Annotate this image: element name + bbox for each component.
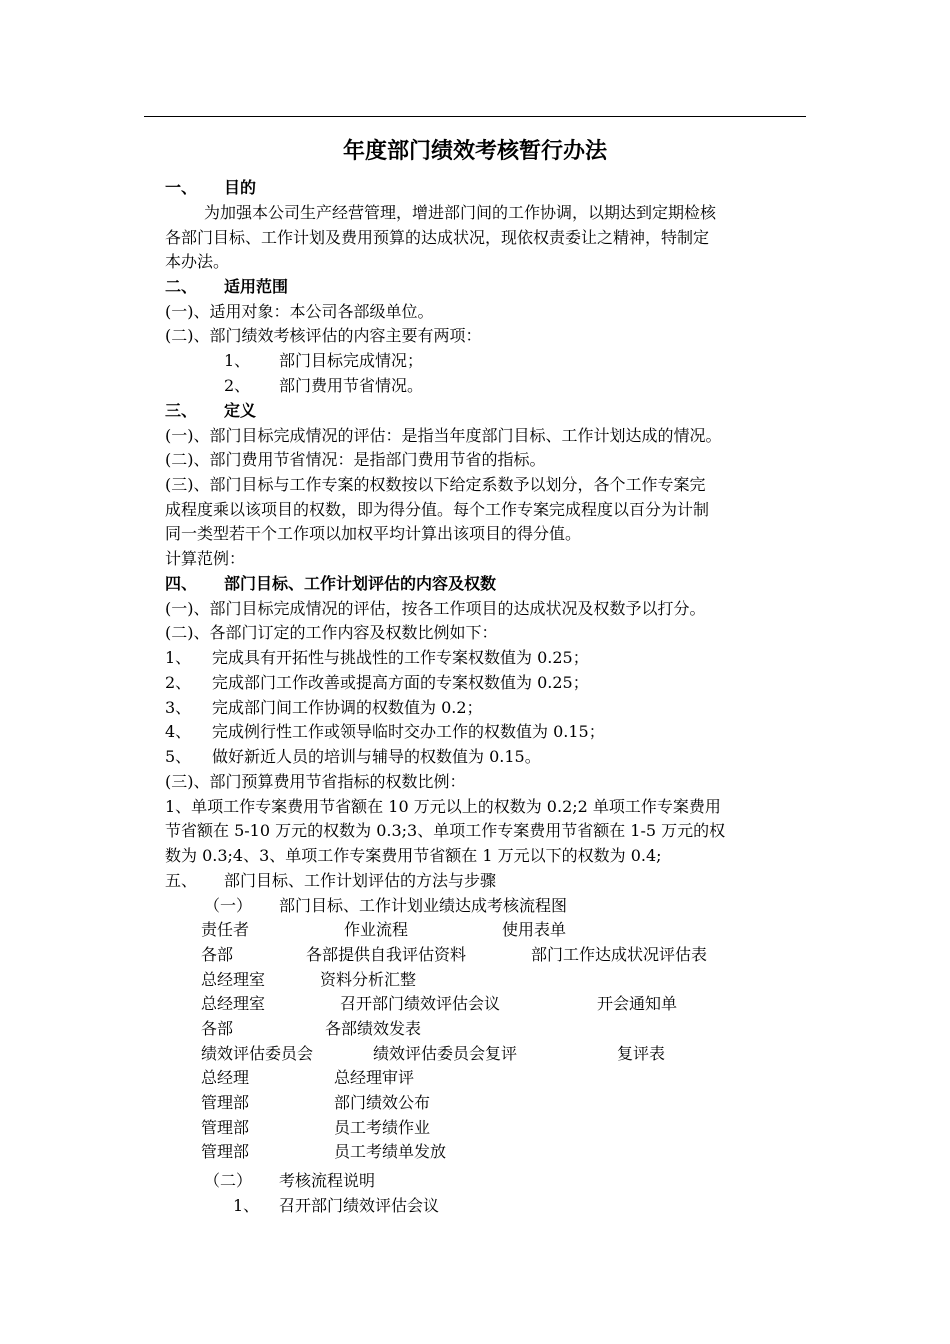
- item-text: 召开部门绩效评估会议: [279, 1196, 440, 1215]
- paragraph-line: 本办法。: [165, 252, 230, 271]
- section-title: 目的: [224, 178, 257, 197]
- flow-header-row: [201, 918, 567, 942]
- item-text: 完成部门间工作协调的权数值为 0.2；: [212, 698, 483, 717]
- paragraph-line: (三)、部门目标与工作专案的权数按以下给定系数予以划分，各个工作专案完: [165, 475, 706, 494]
- flow-role: 各部: [201, 945, 234, 964]
- paragraph-line: 同一类型若干个工作项以加权平均计算出该项目的得分值。: [165, 524, 582, 543]
- subsection-heading: [204, 894, 568, 918]
- flow-step: 员工考绩单发放: [334, 1142, 447, 1161]
- sub-list-item: [233, 1194, 440, 1218]
- document-title: 年度部门绩效考核暂行办法: [342, 139, 607, 164]
- sub-list-item: [224, 374, 424, 398]
- section-number: 三、: [165, 401, 198, 420]
- paragraph-line: 各部门目标、工作计划及费用预算的达成状况，现依权责委让之精神，特制定: [165, 228, 710, 247]
- section-5-heading: [165, 869, 497, 893]
- item-text: 完成部门工作改善或提高方面的专案权数值为 0.25；: [212, 673, 589, 692]
- flow-step: 总经理审评: [334, 1068, 415, 1087]
- flow-step: 资料分析汇整: [320, 970, 417, 989]
- section-2-heading: [165, 275, 289, 299]
- flow-row: [201, 992, 678, 1016]
- flow-role: 总经理室: [201, 994, 266, 1013]
- weight-item: [165, 720, 605, 744]
- flow-form: 开会通知单: [597, 994, 678, 1013]
- item-text: 部门费用节省情况。: [279, 376, 424, 395]
- item-text: 做好新近人员的培训与辅导的权数值为 0.15。: [212, 747, 541, 766]
- section-1-heading: [165, 176, 257, 200]
- flow-role: 总经理: [201, 1068, 250, 1087]
- list-item: (一)、适用对象：本公司各部级单位。: [165, 302, 434, 321]
- paragraph-line: (三)、部门预算费用节省指标的权数比例：: [165, 772, 466, 791]
- flow-role: 各部: [201, 1019, 234, 1038]
- paragraph-line: 数为 0.3;4、3、单项工作专案费用节省额在 1 万元以下的权数为 0.4;: [165, 846, 662, 865]
- subsection-title: 部门目标、工作计划业绩达成考核流程图: [279, 896, 568, 915]
- paragraph-line: (二)、部门费用节省情况：是指部门费用节省的指标。: [165, 450, 546, 469]
- flow-step: 绩效评估委员会复评: [373, 1044, 518, 1063]
- flow-role: 管理部: [201, 1118, 250, 1137]
- flow-role: 管理部: [201, 1093, 250, 1112]
- flow-form: 复评表: [617, 1044, 666, 1063]
- section-number: 一、: [165, 178, 198, 197]
- item-number: 2、: [224, 376, 251, 395]
- item-number: 3、: [165, 698, 192, 717]
- flow-row: [201, 1140, 447, 1164]
- item-text: 完成具有开拓性与挑战性的工作专案权数值为 0.25；: [212, 648, 589, 667]
- header-rule: [144, 116, 806, 117]
- item-number: 1、: [233, 1196, 260, 1215]
- flow-role: 责任者: [201, 920, 250, 939]
- flow-role: 总经理室: [201, 970, 266, 989]
- flow-row: [201, 1116, 431, 1140]
- flow-step: 部门绩效公布: [334, 1093, 431, 1112]
- flow-step: 各部提供自我评估资料: [306, 945, 467, 964]
- flow-row: [201, 968, 417, 992]
- subsection-title: 考核流程说明: [279, 1171, 376, 1190]
- list-item: (二)、部门绩效考核评估的内容主要有两项：: [165, 326, 482, 345]
- item-number: 2、: [165, 673, 192, 692]
- subsection-number: （二）: [204, 1171, 253, 1190]
- flow-step: 各部绩效发表: [325, 1019, 422, 1038]
- paragraph-line: (一)、部门目标完成情况的评估：是指当年度部门目标、工作计划达成的情况。: [165, 426, 722, 445]
- flow-row: [201, 943, 708, 967]
- weight-item: [165, 646, 589, 670]
- paragraph-line: 1、单项工作专案费用节省额在 10 万元以上的权数为 0.2;2 单项工作专案费用: [165, 797, 721, 816]
- section-title: 部门目标、工作计划评估的方法与步骤: [224, 871, 497, 890]
- flow-role: 管理部: [201, 1142, 250, 1161]
- paragraph-line: 计算范例：: [165, 549, 246, 568]
- item-text: 完成例行性工作或领导临时交办工作的权数值为 0.15；: [212, 722, 605, 741]
- section-title: 定义: [224, 401, 257, 420]
- flow-row: [201, 1066, 415, 1090]
- section-number: 二、: [165, 277, 198, 296]
- flow-form: 使用表单: [502, 920, 567, 939]
- section-number: 四、: [165, 574, 198, 593]
- weight-item: [165, 745, 541, 769]
- section-title: 部门目标、工作计划评估的内容及权数: [224, 574, 497, 593]
- paragraph-line: (一)、部门目标完成情况的评估，按各工作项目的达成状况及权数予以打分。: [165, 599, 706, 618]
- paragraph-line: (二)、各部门订定的工作内容及权数比例如下：: [165, 623, 498, 642]
- item-number: 1、: [165, 648, 192, 667]
- item-number: 5、: [165, 747, 192, 766]
- section-title: 适用范围: [224, 277, 289, 296]
- item-text: 部门目标完成情况；: [279, 351, 424, 370]
- weight-item: [165, 671, 589, 695]
- flow-step: 召开部门绩效评估会议: [340, 994, 501, 1013]
- item-number: 4、: [165, 722, 192, 741]
- sub-list-item: [224, 349, 424, 373]
- section-number: 五、: [165, 871, 198, 890]
- paragraph-line: 为加强本公司生产经营管理，增进部门间的工作协调，以期达到定期检核: [204, 203, 717, 222]
- flow-form: 部门工作达成状况评估表: [531, 945, 708, 964]
- weight-item: [165, 696, 483, 720]
- section-3-heading: [165, 399, 257, 423]
- flow-step: 作业流程: [344, 920, 409, 939]
- flow-role: 绩效评估委员会: [201, 1044, 314, 1063]
- flow-row: [201, 1042, 666, 1066]
- paragraph-line: 成程度乘以该项目的权数，即为得分值。每个工作专案完成程度以百分为计制: [165, 500, 710, 519]
- flow-step: 员工考绩作业: [334, 1118, 431, 1137]
- flow-row: [201, 1017, 422, 1041]
- section-4-heading: [165, 572, 497, 596]
- subsection-heading: [204, 1169, 376, 1193]
- paragraph-line: 节省额在 5-10 万元的权数为 0.3;3、单项工作专案费用节省额在 1-5 万元的权: [165, 821, 726, 840]
- subsection-number: （一）: [204, 896, 253, 915]
- item-number: 1、: [224, 351, 251, 370]
- flow-row: [201, 1091, 431, 1115]
